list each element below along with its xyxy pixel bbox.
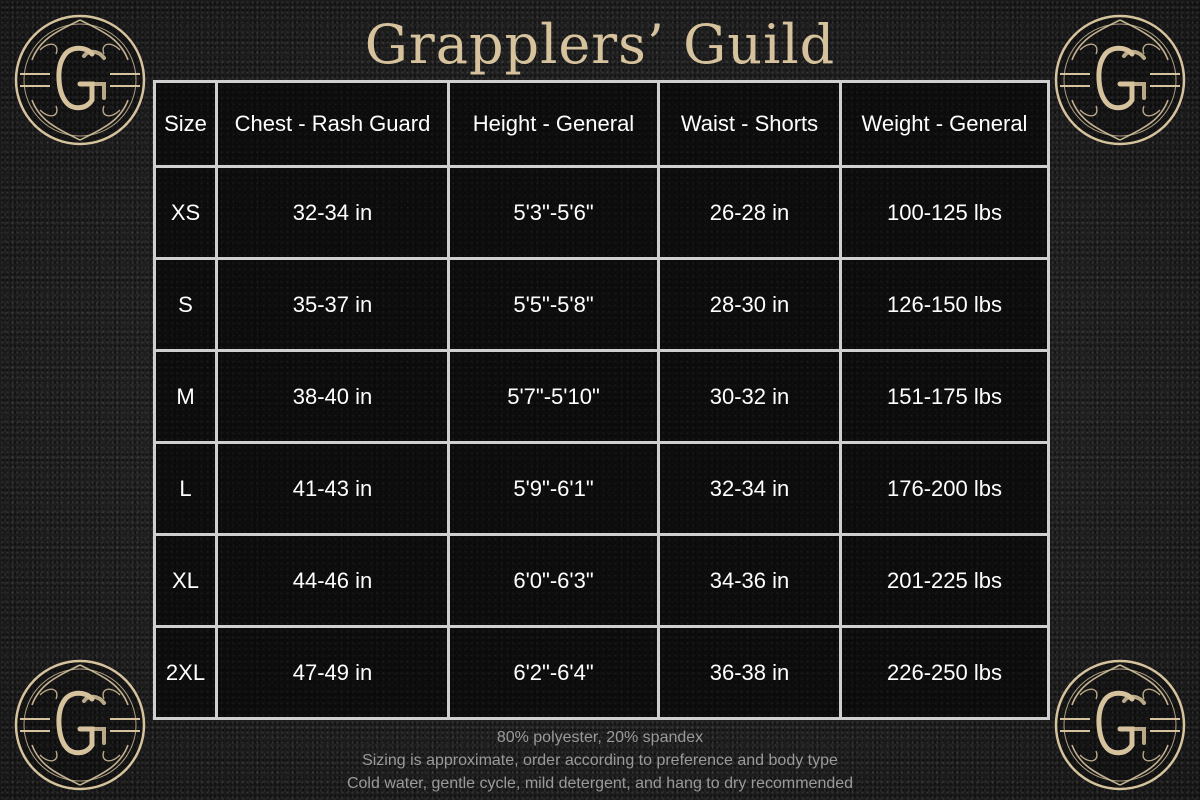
size-cell: M	[155, 351, 217, 443]
size-cell: 2XL	[155, 627, 217, 719]
size-cell: L	[155, 443, 217, 535]
height-cell: 5'5"-5'8"	[449, 259, 659, 351]
sizing-note: Sizing is approximate, order according to preference and body type	[362, 752, 838, 769]
waist-cell: 28-30 in	[659, 259, 841, 351]
care-note: Cold water, gentle cycle, mild detergent, and hang to dry recommended	[346, 775, 854, 792]
weight-cell: 226-250 lbs	[841, 627, 1049, 719]
chest-cell: 35-37 in	[217, 259, 449, 351]
size-cell: XL	[155, 535, 217, 627]
waist-cell: 32-34 in	[659, 443, 841, 535]
size-cell: S	[155, 259, 217, 351]
table-row	[155, 627, 1049, 719]
weight-cell: 100-125 lbs	[841, 167, 1049, 259]
height-cell: 5'7"-5'10"	[449, 351, 659, 443]
waist-cell: 36-38 in	[659, 627, 841, 719]
weight-cell: 151-175 lbs	[841, 351, 1049, 443]
chest-cell: 38-40 in	[217, 351, 449, 443]
waist-cell: 26-28 in	[659, 167, 841, 259]
header-waist: Waist - Shorts	[659, 82, 841, 167]
chest-cell: 47-49 in	[217, 627, 449, 719]
table-header-row	[155, 82, 1049, 167]
height-cell: 5'3"-5'6"	[449, 167, 659, 259]
chest-cell: 44-46 in	[217, 535, 449, 627]
weight-cell: 176-200 lbs	[841, 443, 1049, 535]
chest-cell: 32-34 in	[217, 167, 449, 259]
weight-cell: 201-225 lbs	[841, 535, 1049, 627]
waist-cell: 30-32 in	[659, 351, 841, 443]
size-cell: XS	[155, 167, 217, 259]
height-cell: 6'2"-6'4"	[449, 627, 659, 719]
table-row	[155, 443, 1049, 535]
height-cell: 6'0"-6'3"	[449, 535, 659, 627]
footer-notes	[0, 726, 1200, 795]
chest-cell: 41-43 in	[217, 443, 449, 535]
table-row	[155, 167, 1049, 259]
height-cell: 5'9"-6'1"	[449, 443, 659, 535]
waist-cell: 34-36 in	[659, 535, 841, 627]
table-row	[155, 259, 1049, 351]
header-height: Height - General	[449, 82, 659, 167]
page-title: Grapplers’ Guild	[364, 13, 836, 76]
material-note: 80% polyester, 20% spandex	[496, 729, 704, 746]
weight-cell: 126-150 lbs	[841, 259, 1049, 351]
header-weight: Weight - General	[841, 82, 1049, 167]
table-row	[155, 351, 1049, 443]
header-size: Size	[155, 82, 217, 167]
size-chart-table	[153, 80, 1050, 720]
table-row	[155, 535, 1049, 627]
header-chest: Chest - Rash Guard	[217, 82, 449, 167]
